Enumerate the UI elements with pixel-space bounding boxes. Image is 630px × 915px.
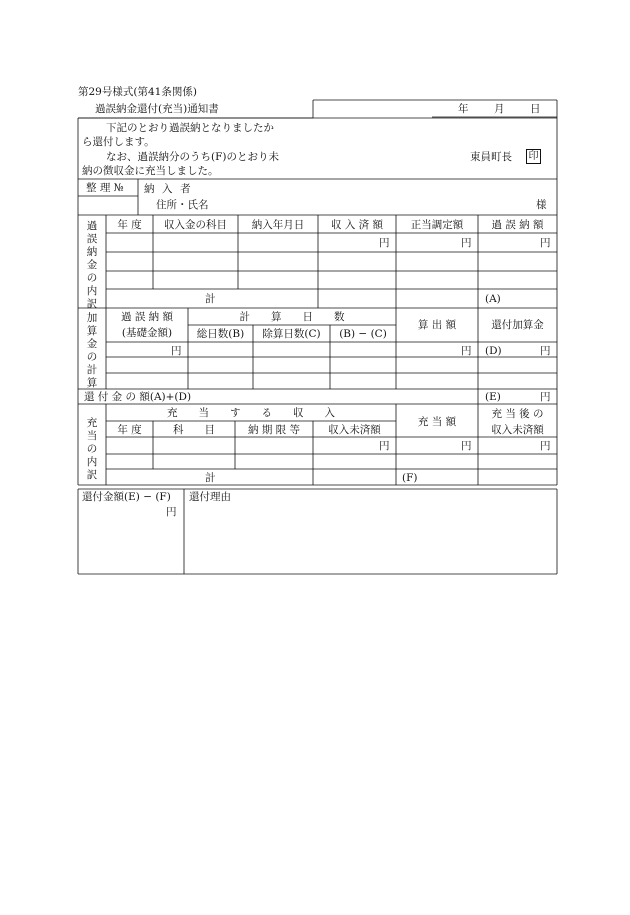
notice-line-2: ら還付します。 [82, 136, 155, 148]
mark-f: (F) [402, 472, 418, 484]
yen-unit: 円 [379, 237, 390, 249]
col-refund-addition: 還付加算金 [491, 319, 544, 331]
total-label: 計 [205, 472, 216, 484]
issuer-name: 東員町長 [470, 151, 512, 163]
col-total-days: 総日数(B) [196, 328, 245, 340]
col-unpaid-after-line1: 充 当 後 の [491, 408, 544, 420]
col-excluded-days: 除算日数(C) [262, 328, 321, 340]
col-unpaid-amount: 収入未済額 [328, 424, 381, 436]
address-name-label: 住所・氏名 [156, 199, 209, 211]
additional-section-label: 加算金の計算 [86, 312, 98, 389]
col-fiscal-year: 年 度 [117, 219, 142, 231]
overpayment-section-label: 過誤納金の内訳 [86, 220, 98, 310]
date-month-label: 月 [494, 103, 505, 115]
reference-number-label: 整 理 № [86, 182, 124, 194]
notice-line-4: 納の徴収金に充当しました。 [82, 165, 219, 177]
yen-unit: 円 [379, 440, 390, 452]
col-due-date: 納 期 限 等 [247, 424, 300, 436]
col-correct-amount: 正当調定額 [410, 219, 464, 231]
appropriation-section-label: 充当の内訳 [86, 417, 98, 481]
refund-reason-label: 還付理由 [189, 491, 231, 503]
yen-unit: 円 [540, 237, 551, 249]
seal-mark: 印 [526, 149, 541, 164]
col-item: 科 目 [173, 424, 215, 436]
notice-line-1: 下記のとおり過誤納となりましたか [106, 122, 274, 134]
date-day-label: 日 [530, 103, 541, 115]
yen-unit: 円 [461, 440, 472, 452]
mark-e: (E) [485, 391, 501, 403]
col-revenue-item: 収入金の科目 [164, 219, 227, 231]
refund-net-amount-label: 還付金額(E) − (F) [82, 491, 171, 503]
yen-unit: 円 [171, 345, 182, 357]
col-calc-days: 計 算 日 数 [239, 311, 345, 323]
yen-unit: 円 [461, 237, 472, 249]
yen-unit: 円 [540, 440, 551, 452]
col-base-amount-line2: (基礎金額) [121, 327, 173, 339]
form-title: 過誤納金還付(充当)通知書 [95, 103, 219, 115]
col-unpaid-after-line2: 収入未済額 [491, 424, 544, 436]
col-applied-amount: 充 当 額 [417, 416, 457, 428]
notice-line-3: なお、過誤納分のうち(F)のとおり未 [106, 151, 279, 163]
honorific-label: 様 [536, 199, 547, 211]
yen-unit: 円 [540, 345, 551, 357]
refund-amount-label: 還 付 金 の 額(A)+(D) [84, 391, 192, 403]
col-paid-date: 納入年月日 [251, 219, 305, 231]
form-number: 第29号様式(第41条関係) [78, 86, 197, 98]
col-overpaid-amount: 過 誤 納 額 [491, 219, 544, 231]
col-base-amount-line1: 過 誤 納 額 [120, 311, 173, 323]
col-fiscal-year: 年 度 [117, 424, 142, 436]
col-days-difference: (B) − (C) [339, 328, 387, 340]
col-appropriated-revenue: 充 当 す る 収 入 [167, 407, 335, 419]
col-received-amount: 収 入 済 額 [330, 219, 383, 231]
date-year-label: 年 [458, 103, 469, 115]
yen-unit: 円 [166, 506, 177, 518]
col-calculated-amount: 算 出 額 [417, 319, 457, 331]
yen-unit: 円 [540, 391, 551, 403]
mark-d: (D) [485, 345, 502, 357]
yen-unit: 円 [461, 345, 472, 357]
mark-a: (A) [485, 293, 501, 305]
total-label: 計 [205, 293, 216, 305]
payer-label: 納 入 者 [144, 183, 193, 195]
